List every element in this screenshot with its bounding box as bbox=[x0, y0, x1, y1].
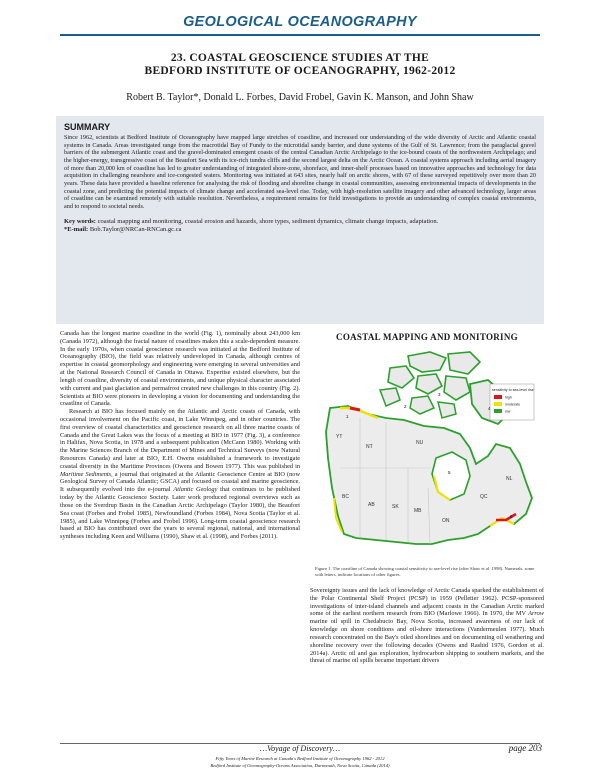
legend-label-low: low bbox=[505, 409, 511, 414]
figure-ref-2: 2 bbox=[404, 404, 407, 409]
body-paragraph-3-part-b: marine oil spill in Chedabucto Bay, Nova Scotia, increased awareness of our lack of knowledge on shore conditions and oil-shore interactions (Vandermeulen 1977). Much research concentrated on the Bay's oiled shorelines and on documenting oil weathering and shoreline recovery over the following decades (Owens and Rashid 1976, Gordon et al. 2014a). Arctic oil and gas exploration, hydrocarbon shipping to southern markets, and the threat of marine oil spills became important drivers bbox=[310, 618, 544, 665]
body-paragraph-1: Canada has the longest marine coastline in the world (Fig. 1), nominally about 243,000 km (Canada 1972), although the fractal nature of coastlines makes this a scale-dependent measure. In the early 1970s, when coastal geoscience research was initiated at the Bedford Institute of Oceanography (BIO), the field was relatively undeveloped in Canada, although centres of expertise in coastal geomorphology and engineering were emerging in several universities and at the National Research Council of Canada in Ottawa. Expertise existed elsewhere, but the length of coastline, diversity of coastal environments, and unique physical character associated with current and past glaciation and permafrost created new challenges in this country (Fig. 2). Scientists at BIO were pioneers in developing a vision for documenting and understanding the coastline of Canada. bbox=[60, 330, 300, 408]
footer-book-title: Fifty Years of Marine Research at Canada's Bedford Institute of Oceanography 1962 - 2012 bbox=[215, 756, 385, 761]
legend-swatch-moderate bbox=[494, 402, 502, 406]
figure-ref-5: 5 bbox=[448, 470, 451, 475]
legend-title: sensitivity to sea-level rise bbox=[492, 388, 534, 392]
body-paragraph-2 bbox=[60, 408, 300, 541]
page-number: page 203 bbox=[508, 743, 542, 753]
map-label-yt: YT bbox=[336, 434, 343, 440]
figure-ref-4: 4 bbox=[488, 406, 491, 411]
figure-1-caption: Figure 1. The coastline of Canada showing coastal sensitivity to sea-level rise (after Shaw et al. 1998). Numerals, some with letters, indicate locations of other figures. bbox=[315, 566, 535, 577]
map-label-mb: MB bbox=[414, 508, 422, 514]
footer-series-name: Voyage of Discovery bbox=[267, 744, 333, 753]
map-label-nt: NT bbox=[366, 444, 373, 450]
vessel-name-arrow: Arrow bbox=[528, 610, 544, 618]
legend-swatch-low bbox=[494, 409, 502, 413]
article-title-line2: BEDFORD INSTITUTE OF OCEANOGRAPHY, 1962-2012 bbox=[144, 65, 456, 77]
legend-label-high: high bbox=[505, 395, 512, 400]
article-title-line1: 23. COASTAL GEOSCIENCE STUDIES AT THE bbox=[170, 52, 430, 64]
header-rule bbox=[60, 34, 540, 36]
figure-ref-1: 1 bbox=[346, 414, 349, 419]
summary-heading: SUMMARY bbox=[64, 122, 111, 132]
email-address[interactable]: Bob.Taylor@NRCan-RNCan.gc.ca bbox=[89, 225, 182, 233]
journal-name-atlantic-geology: Atlantic Geology bbox=[173, 486, 218, 494]
keywords-text: coastal mapping and monitoring, coastal erosion and hazards, shore types, sediment dynamics, climate change impacts, adaptation. bbox=[97, 217, 439, 225]
body-paragraph-2-part-c: that continues to be published today by the Atlantic Geoscience Society. Later work produced regional overviews such as those on the Sverdrup Basin in the Canadian Arctic Archipelago (Taylor 1980), the Beaufort Sea coast (Forbes and Frobel 1985), Newfoundland (Forbes 1984), Nova Scotia (Taylor et al. 1985), and Lake Winnipeg (Forbes and Frobel 1996). Long-term coastal geoscience research based at BIO has contributed over the years to several regional, national, and international syntheses including Keen and Williams (1990), Shaw et al. (1998), and Forbes (2011). bbox=[60, 486, 301, 541]
map-label-qc: QC bbox=[480, 494, 488, 500]
author-list: Robert B. Taylor*, Donald L. Forbes, David Frobel, Gavin K. Manson, and John Shaw bbox=[126, 92, 474, 103]
body-paragraph-3 bbox=[310, 587, 544, 665]
footer-publisher: Bedford Institute of Oceanography-Oceans Association, Dartmouth, Nova Scotia, Canada (2014) bbox=[210, 763, 390, 768]
summary-text: Since 1962, scientists at Bedford Institute of Oceanography have mapped large stretches of coastline, and increased our understanding of the wide diversity of Arctic and Atlantic coastal systems in Canada. Areas investigated range from the macrotidal Bay of Fundy to the microtidal sandy barrier, and dune systems of the Gulf of St. Lawrence; from the paraglacial gravel barriers of the submergent Atlantic coast and the gravel-dominated emergent coasts of the central Canadian Arctic Archipelago to the ice-bound coasts of the northwestern Archipelago; and the higher-energy, transgressive coast of the Beaufort Sea with its ice-rich tundra cliffs and the second largest delta on the Arctic Ocean. A coastal systems approach including aerial imagery of more than 20,000 km of coastline has led to greater understanding of integrated shore-zone, shoreface, and inner-shelf processes based on innovative approaches and technology for data acquisition in challenging nearshore and ice-congested waters. Monitoring was initiated at 643 sites, nearly half on arctic shores, with 67 of these surveyed repetitively over more than 20 years. These data have provided a baseline reference for analysing the risk of flooding and shoreline change in coastal communities, assessing environmental impacts of developments in the coastal zone, and predicting the potential impacts of climate change and accelerated sea-level rise. Today, with high-resolution satellite imagery and other advanced technology, larger areas of coastline can be examined remotely with suitable resolution. Nevertheless, a requirement remains for field investigations to provide an understanding of complex coastal environments, and to respond to societal needs. bbox=[64, 134, 536, 210]
sensitivity-high-beaufort bbox=[350, 408, 360, 410]
journal-name-maritime-sediments: Maritime Sediments bbox=[60, 470, 112, 478]
email-label: *E-mail: bbox=[64, 225, 89, 233]
keywords-label: Key words: bbox=[64, 217, 96, 225]
body-paragraph-2-part-b: , a journal that originated at the Atlantic Geoscience Centre at BIO (now Geological Survey of Canada Atlantic; GSCA) and focused on coastal and marine geoscience. It subsequently evolved into the e-journal bbox=[60, 470, 301, 494]
contact-email bbox=[64, 226, 536, 234]
map-label-nu: NU bbox=[416, 440, 424, 446]
map-label-nl: NL bbox=[506, 476, 513, 482]
footer-series-title: …Voyage of Discovery… bbox=[259, 744, 340, 753]
map-label-ab: AB bbox=[368, 502, 375, 508]
map-label-on: ON bbox=[442, 518, 450, 524]
body-paragraph-2-part-a: Research at BIO has focused mainly on the Atlantic and Arctic coasts of Canada, with occasional involvement on the Pacific coast, in Lake Winnipeg, and in other countries. The first overview of coastal characteristics and geoscience research on all three marine coasts of Canada and the Great Lakes was the focus of a meeting at BIO in 1977 (Fig. 3), a conference in Halifax, Nova Scotia, in 1978 and a subsequent publication (McCann 1980). Working with the Marine Sciences Branch of the Department of Mines and Technical Surveys (now Natural Resources Canada) and later at BIO, E.H. Owens established a framework to investigate coastal diversity in the Maritime Provinces (Owens and Bowen 1977). This was published in bbox=[60, 408, 300, 470]
body-paragraph-3-part-a: Sovereignty issues and the lack of knowledge of Arctic Canada sparked the establishment of the Polar Continental Shelf Project (PCSP) in 1959 (Pelletier 1962). PCSP-sponsored investigations of inter-island channels and adjacent coasts in the Canadian Arctic marked some of the earliest northern research from BIO (Marlowe 1966). In 1970, the MV bbox=[310, 587, 544, 618]
article-title bbox=[60, 52, 540, 78]
legend-swatch-high bbox=[494, 395, 502, 399]
keywords bbox=[64, 218, 536, 226]
figure-1-map bbox=[320, 348, 536, 558]
figure-ref-3: 3 bbox=[438, 392, 441, 397]
map-label-sk: SK bbox=[392, 504, 399, 510]
section-heading: COASTAL MAPPING AND MONITORING bbox=[336, 332, 518, 342]
right-column-text bbox=[310, 587, 544, 665]
map-label-bc: BC bbox=[342, 494, 349, 500]
summary-box bbox=[56, 116, 544, 324]
left-column bbox=[60, 330, 300, 541]
figure-ref-6: 6 bbox=[510, 514, 513, 519]
journal-title: GEOLOGICAL OCEANOGRAPHY bbox=[183, 14, 417, 30]
legend-label-moderate: moderate bbox=[505, 402, 521, 407]
